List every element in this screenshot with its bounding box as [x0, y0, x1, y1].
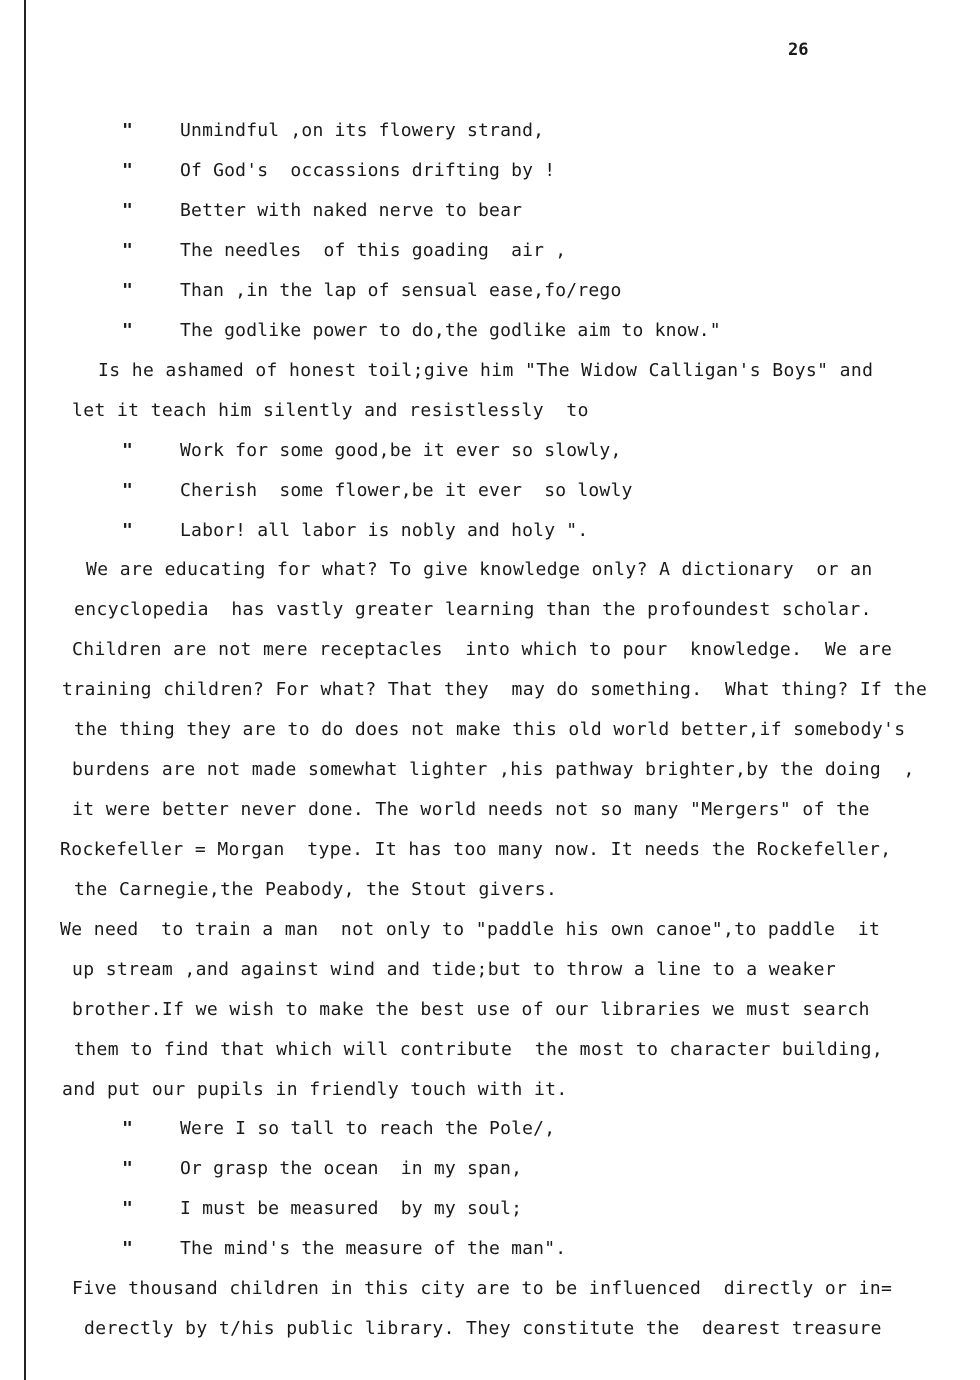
verse-text: Labor! all labor is nobly and holy ".	[180, 520, 589, 541]
quote-mark: "	[122, 280, 134, 301]
prose-line: encyclopedia has vastly greater learning than the profoundest scholar.	[74, 599, 872, 620]
prose-line: We need to train a man not only to "paddle his own canoe",to paddle it	[60, 919, 881, 940]
prose-line: training children? For what? That they may do something. What thing? If the	[62, 679, 928, 700]
quote-mark: "	[122, 1238, 134, 1259]
prose-line: it were better never done. The world needs not so many "Mergers" of the	[72, 799, 870, 820]
quote-mark: "	[122, 520, 134, 541]
verse-text: The godlike power to do,the godlike aim to know."	[180, 320, 721, 341]
verse-text: Better with naked nerve to bear	[180, 200, 523, 221]
quote-mark: "	[122, 1198, 134, 1219]
page-margin-rule	[24, 0, 26, 1380]
prose-line: brother.If we wish to make the best use of our libraries we must search	[72, 999, 870, 1020]
quote-mark: "	[122, 1158, 134, 1179]
prose-line: We are educating for what? To give knowledge only? A dictionary or an	[86, 559, 873, 580]
verse-text: Or grasp the ocean in my span,	[180, 1158, 523, 1179]
prose-line: up stream ,and against wind and tide;but to throw a line to a weaker	[72, 959, 837, 980]
page-number: 26	[788, 40, 809, 60]
prose-line: them to find that which will contribute the most to character building,	[74, 1039, 884, 1060]
verse-text: The mind's the measure of the man".	[180, 1238, 567, 1259]
prose-line: burdens are not made somewhat lighter ,his pathway brighter,by the doing ,	[72, 759, 915, 780]
prose-line: Rockefeller = Morgan type. It has too many now. It needs the Rockefeller,	[60, 839, 892, 860]
quote-mark: "	[122, 1118, 134, 1139]
verse-text: Unmindful ,on its flowery strand,	[180, 120, 545, 141]
prose-line: derectly by t/his public library. They constitute the dearest treasure	[84, 1318, 882, 1339]
verse-text: I must be measured by my soul;	[180, 1198, 523, 1219]
quote-mark: "	[122, 120, 134, 141]
verse-text: The needles of this goading air ,	[180, 240, 567, 261]
verse-text: Of God's occassions drifting by !	[180, 160, 556, 181]
quote-mark: "	[122, 200, 134, 221]
verse-text: Cherish some flower,be it ever so lowly	[180, 480, 633, 501]
quote-mark: "	[122, 480, 134, 501]
verse-text: Than ,in the lap of sensual ease,fo/rego	[180, 280, 622, 301]
prose-line: the thing they are to do does not make this old world better,if somebody's	[74, 719, 906, 740]
prose-line: the Carnegie,the Peabody, the Stout givers.	[74, 879, 558, 900]
prose-line: and put our pupils in friendly touch with it.	[62, 1079, 568, 1100]
prose-line: Is he ashamed of honest toil;give him "The Widow Calligan's Boys" and	[98, 360, 874, 381]
verse-text: Work for some good,be it ever so slowly,	[180, 440, 622, 461]
prose-line: let it teach him silently and resistlessly to	[72, 400, 589, 421]
prose-line: Children are not mere receptacles into which to pour knowledge. We are	[72, 639, 893, 660]
quote-mark: "	[122, 160, 134, 181]
prose-line: Five thousand children in this city are to be influenced directly or in=	[72, 1278, 893, 1299]
verse-text: Were I so tall to reach the Pole/,	[180, 1118, 556, 1139]
quote-mark: "	[122, 240, 134, 261]
quote-mark: "	[122, 440, 134, 461]
quote-mark: "	[122, 320, 134, 341]
